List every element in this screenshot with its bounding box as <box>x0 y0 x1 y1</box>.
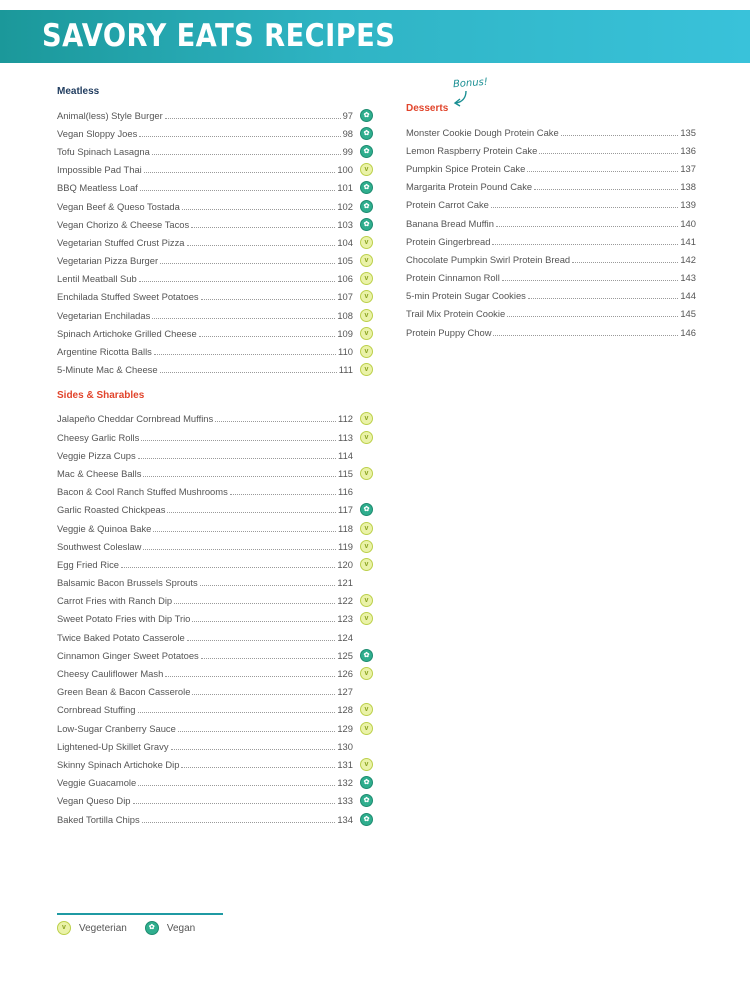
toc-entry[interactable] <box>57 270 373 288</box>
dot-leader <box>143 549 336 550</box>
page-number: 122 <box>337 595 353 607</box>
page-number: 138 <box>680 181 696 193</box>
recipe-name: Protein Cinnamon Roll <box>406 272 500 284</box>
vegetarian-icon: v <box>360 667 373 680</box>
vegan-icon: ✿ <box>360 776 373 789</box>
vegan-icon: ✿ <box>360 145 373 158</box>
page-number: 127 <box>337 686 353 698</box>
page-header <box>0 10 750 63</box>
page-number: 133 <box>337 795 353 807</box>
vegetarian-icon: v <box>360 594 373 607</box>
recipe-name: Vegan Beef & Queso Tostada <box>57 200 180 212</box>
recipe-name: Bacon & Cool Ranch Stuffed Mushrooms <box>57 486 228 498</box>
badge-slot <box>353 703 373 716</box>
toc-entry[interactable] <box>406 159 696 177</box>
toc-entry[interactable] <box>57 179 373 197</box>
toc-entry[interactable] <box>57 197 373 215</box>
dot-leader <box>199 336 336 337</box>
recipe-name: Trail Mix Protein Cookie <box>406 308 506 320</box>
toc-entry[interactable] <box>57 755 373 773</box>
badge-slot <box>353 813 373 826</box>
badge-slot <box>353 127 373 140</box>
vegetarian-icon: v <box>360 612 373 625</box>
page-number: 105 <box>337 255 353 267</box>
toc-entry[interactable] <box>57 683 373 701</box>
dot-leader <box>142 822 336 823</box>
badge-slot <box>353 218 373 231</box>
dot-leader <box>138 712 336 713</box>
dot-leader <box>160 263 335 264</box>
toc-entry[interactable] <box>57 306 373 324</box>
vegetarian-icon: v <box>360 163 373 176</box>
badge-slot <box>353 667 373 680</box>
badge-slot <box>353 254 373 267</box>
recipe-name: Monster Cookie Dough Protein Cake <box>406 126 559 138</box>
badge-slot <box>353 794 373 807</box>
toc-entry[interactable] <box>57 810 373 828</box>
recipe-name: Spinach Artichoke Grilled Cheese <box>57 327 197 339</box>
recipe-name: Baked Tortilla Chips <box>57 813 140 825</box>
left-column <box>57 86 373 828</box>
page-number: 144 <box>680 290 696 302</box>
vegan-icon: ✿ <box>360 200 373 213</box>
page-number: 119 <box>338 540 353 552</box>
toc-entry[interactable] <box>406 178 696 196</box>
page-title: SAVORY EATS RECIPES <box>42 18 396 54</box>
vegetarian-icon: v <box>360 758 373 771</box>
page-number: 145 <box>680 308 696 320</box>
badge-slot <box>353 722 373 735</box>
vegetarian-icon: v <box>360 703 373 716</box>
recipe-name: Veggie & Quinoa Bake <box>57 522 152 534</box>
toc-entry[interactable] <box>57 774 373 792</box>
badge-slot <box>353 431 373 444</box>
dot-leader <box>492 244 678 245</box>
badge-slot <box>353 758 373 771</box>
section-title-meatless: Meatless <box>57 86 100 97</box>
dot-leader <box>141 440 336 441</box>
toc-entry[interactable] <box>57 664 373 682</box>
toc-entry[interactable] <box>57 701 373 719</box>
vegetarian-icon: v <box>360 467 373 480</box>
toc-entry[interactable] <box>57 574 373 592</box>
page-number: 129 <box>337 722 353 734</box>
dot-leader <box>230 494 336 495</box>
recipe-name: Impossible Pad Thai <box>57 164 142 176</box>
page-number: 115 <box>338 467 353 479</box>
recipe-name: Vegan Sloppy Joes <box>57 127 138 139</box>
vegetarian-icon: v <box>360 254 373 267</box>
recipe-name: Cinnamon Ginger Sweet Potatoes <box>57 649 199 661</box>
page-number: 106 <box>337 273 353 285</box>
recipe-name: 5-Minute Mac & Cheese <box>57 364 158 376</box>
page-number: 141 <box>680 235 696 247</box>
toc-entry[interactable] <box>57 342 373 360</box>
toc-entry[interactable] <box>57 519 373 537</box>
recipe-name: Garlic Roasted Chickpeas <box>57 504 166 516</box>
dot-leader <box>138 458 336 459</box>
dot-leader <box>153 531 336 532</box>
dot-leader <box>138 785 335 786</box>
toc-entry[interactable] <box>57 410 373 428</box>
recipe-name: Sweet Potato Fries with Dip Trio <box>57 613 191 625</box>
dot-leader <box>144 172 336 173</box>
vegetarian-icon: v <box>360 558 373 571</box>
recipe-name: Lentil Meatball Sub <box>57 273 137 285</box>
vegetarian-icon: v <box>360 236 373 249</box>
page-number: 116 <box>338 486 353 498</box>
recipe-name: Pumpkin Spice Protein Cake <box>406 162 526 174</box>
page-number: 134 <box>337 813 353 825</box>
toc-entry[interactable] <box>57 215 373 233</box>
badge-slot <box>353 363 373 376</box>
recipe-name: Banana Bread Muffin <box>406 217 494 229</box>
dot-leader <box>572 262 678 263</box>
vegetarian-icon: v <box>360 431 373 444</box>
page-number: 121 <box>337 577 353 589</box>
badge-slot <box>353 412 373 425</box>
recipe-name: Vegan Chorizo & Cheese Tacos <box>57 218 190 230</box>
recipe-name: Vegetarian Enchiladas <box>57 309 151 321</box>
recipe-name: Lemon Raspberry Protein Cake <box>406 144 538 156</box>
recipe-name: Green Bean & Bacon Casserole <box>57 686 191 698</box>
dot-leader <box>165 118 341 119</box>
recipe-name: Margarita Protein Pound Cake <box>406 181 533 193</box>
vegetarian-icon: v <box>360 722 373 735</box>
legend-vegetarian-label: Vegeterian <box>79 922 127 934</box>
vegetarian-icon: v <box>57 921 71 935</box>
toc-entry[interactable] <box>57 124 373 142</box>
page-number: 110 <box>338 346 353 358</box>
badge-slot <box>353 594 373 607</box>
dot-leader <box>192 621 335 622</box>
recipe-name: Enchilada Stuffed Sweet Potatoes <box>57 291 199 303</box>
page-number: 101 <box>337 182 353 194</box>
badge-slot <box>353 649 373 662</box>
page-number: 128 <box>337 704 353 716</box>
badge-slot <box>353 558 373 571</box>
page-number: 123 <box>337 613 353 625</box>
vegan-icon: ✿ <box>360 218 373 231</box>
page-number: 120 <box>337 558 353 570</box>
vegetarian-icon: v <box>360 272 373 285</box>
page-number: 100 <box>337 164 353 176</box>
recipe-name: Veggie Guacamole <box>57 777 137 789</box>
badge-slot <box>353 467 373 480</box>
dot-leader <box>181 767 335 768</box>
badge-slot <box>353 776 373 789</box>
section-title-sides: Sides & Sharables <box>57 389 145 401</box>
dot-leader <box>154 354 336 355</box>
dot-leader <box>528 298 678 299</box>
recipe-name: Protein Gingerbread <box>406 235 491 247</box>
recipe-name: Low-Sugar Cranberry Sauce <box>57 722 176 734</box>
toc-entry[interactable] <box>406 196 696 214</box>
recipe-name: 5-min Protein Sugar Cookies <box>406 290 526 302</box>
badge-slot <box>353 181 373 194</box>
sides-list <box>57 410 373 828</box>
vegetarian-icon: v <box>360 540 373 553</box>
badge-slot <box>353 200 373 213</box>
page-number: 98 <box>342 127 353 139</box>
vegetarian-icon: v <box>360 345 373 358</box>
recipe-name: Tofu Spinach Lasagna <box>57 145 150 157</box>
page-number: 104 <box>337 236 353 248</box>
dot-leader <box>174 603 335 604</box>
page-number: 113 <box>338 431 353 443</box>
dot-leader <box>187 640 336 641</box>
dot-leader <box>140 190 336 191</box>
badge-slot <box>353 540 373 553</box>
vegan-icon: ✿ <box>360 794 373 807</box>
dot-leader <box>139 281 336 282</box>
page-number: 135 <box>680 126 696 138</box>
dot-leader <box>507 316 678 317</box>
meatless-list <box>57 106 373 379</box>
toc-entry[interactable] <box>406 323 696 341</box>
recipe-name: Egg Fried Rice <box>57 558 120 570</box>
page-number: 124 <box>337 631 353 643</box>
page-number: 109 <box>337 327 353 339</box>
legend <box>57 921 213 935</box>
recipe-name: Twice Baked Potato Casserole <box>57 631 185 643</box>
badge-slot <box>353 109 373 122</box>
page-number: 146 <box>680 326 696 338</box>
badge-slot <box>353 272 373 285</box>
recipe-name: Vegan Queso Dip <box>57 795 131 807</box>
page-number: 117 <box>338 504 353 516</box>
badge-slot <box>353 309 373 322</box>
section-title-desserts: Desserts <box>406 103 449 114</box>
recipe-name: Southwest Coleslaw <box>57 540 142 552</box>
page-number: 126 <box>337 668 353 680</box>
toc-entry[interactable] <box>57 646 373 664</box>
toc-entry[interactable] <box>57 555 373 573</box>
toc-entry[interactable] <box>57 446 373 464</box>
toc-entry[interactable] <box>57 537 373 555</box>
dot-leader <box>527 171 678 172</box>
vegetarian-icon: v <box>360 309 373 322</box>
page-number: 102 <box>337 200 353 212</box>
dot-leader <box>152 318 335 319</box>
page-number: 139 <box>680 199 696 211</box>
page-number: 99 <box>342 145 353 157</box>
recipe-name: BBQ Meatless Loaf <box>57 182 138 194</box>
dot-leader <box>493 335 678 336</box>
page-number: 112 <box>338 413 353 425</box>
vegan-icon: ✿ <box>360 109 373 122</box>
page-number: 118 <box>338 522 353 534</box>
vegan-icon: ✿ <box>360 503 373 516</box>
dot-leader <box>192 694 335 695</box>
vegetarian-icon: v <box>360 522 373 535</box>
vegetarian-icon: v <box>360 363 373 376</box>
toc-entry[interactable] <box>57 483 373 501</box>
page-number: 125 <box>337 649 353 661</box>
page-number: 140 <box>680 217 696 229</box>
recipe-name: Protein Carrot Cake <box>406 199 489 211</box>
dot-leader <box>121 567 335 568</box>
toc-entry[interactable] <box>57 501 373 519</box>
badge-slot <box>353 145 373 158</box>
dot-leader <box>178 731 336 732</box>
page-number: 132 <box>337 777 353 789</box>
page-number: 130 <box>337 740 353 752</box>
bonus-label: Bonus! <box>452 76 489 91</box>
toc-entry[interactable] <box>57 142 373 160</box>
page-number: 131 <box>337 758 353 770</box>
toc-entry[interactable] <box>57 324 373 342</box>
toc-entry[interactable] <box>406 287 696 305</box>
dot-leader <box>539 153 678 154</box>
badge-slot <box>353 163 373 176</box>
dot-leader <box>191 227 335 228</box>
vegan-icon: ✿ <box>145 921 159 935</box>
recipe-name: Cheesy Cauliflower Mash <box>57 668 164 680</box>
badge-slot <box>353 236 373 249</box>
dot-leader <box>201 658 336 659</box>
page-number: 136 <box>680 144 696 156</box>
legend-divider <box>57 913 223 915</box>
vegan-icon: ✿ <box>360 649 373 662</box>
recipe-name: Carrot Fries with Ranch Dip <box>57 595 173 607</box>
toc-entry[interactable] <box>57 610 373 628</box>
toc-entry[interactable] <box>406 250 696 268</box>
dot-leader <box>171 749 336 750</box>
recipe-name: Vegetarian Stuffed Crust Pizza <box>57 236 185 248</box>
vegetarian-icon: v <box>360 290 373 303</box>
desserts-list <box>406 123 696 341</box>
dot-leader <box>187 245 336 246</box>
toc-entry[interactable] <box>57 233 373 251</box>
toc-entry[interactable] <box>57 737 373 755</box>
toc-entry[interactable] <box>57 361 373 379</box>
recipe-name: Argentine Ricotta Balls <box>57 346 152 358</box>
dot-leader <box>215 421 336 422</box>
badge-slot <box>353 612 373 625</box>
page-number: 111 <box>338 364 353 376</box>
toc-entry[interactable] <box>57 792 373 810</box>
dot-leader <box>534 189 678 190</box>
dot-leader <box>200 585 336 586</box>
toc-entry[interactable] <box>57 464 373 482</box>
vegan-icon: ✿ <box>360 813 373 826</box>
dot-leader <box>496 226 678 227</box>
recipe-name: Skinny Spinach Artichoke Dip <box>57 758 180 770</box>
vegetarian-icon: v <box>360 412 373 425</box>
recipe-name: Lightened-Up Skillet Gravy <box>57 740 169 752</box>
right-column <box>406 103 696 341</box>
recipe-name: Animal(less) Style Burger <box>57 109 163 121</box>
toc-entry[interactable] <box>57 719 373 737</box>
badge-slot <box>353 503 373 516</box>
recipe-name: Veggie Pizza Cups <box>57 449 136 461</box>
toc-entry[interactable] <box>406 141 696 159</box>
vegetarian-icon: v <box>360 327 373 340</box>
toc-entry[interactable] <box>406 232 696 250</box>
page-number: 108 <box>337 309 353 321</box>
page-number: 142 <box>680 253 696 265</box>
dot-leader <box>160 372 337 373</box>
recipe-name: Chocolate Pumpkin Swirl Protein Bread <box>406 253 571 265</box>
dot-leader <box>133 803 336 804</box>
recipe-name: Cornbread Stuffing <box>57 704 136 716</box>
page-number: 114 <box>338 449 353 461</box>
toc-entry[interactable] <box>57 288 373 306</box>
toc-entry[interactable] <box>57 628 373 646</box>
dot-leader <box>491 207 678 208</box>
toc-entry[interactable] <box>57 161 373 179</box>
toc-entry[interactable] <box>406 269 696 287</box>
page-number: 103 <box>337 218 353 230</box>
recipe-name: Balsamic Bacon Brussels Sprouts <box>57 577 198 589</box>
vegan-icon: ✿ <box>360 181 373 194</box>
vegan-icon: ✿ <box>360 127 373 140</box>
page-number: 97 <box>342 109 353 121</box>
recipe-name: Vegetarian Pizza Burger <box>57 255 159 267</box>
dot-leader <box>143 476 336 477</box>
toc-entry[interactable] <box>57 428 373 446</box>
badge-slot <box>353 327 373 340</box>
toc-entry[interactable] <box>57 252 373 270</box>
badge-slot <box>353 522 373 535</box>
recipe-name: Jalapeño Cheddar Cornbread Muffins <box>57 413 214 425</box>
recipe-name: Protein Puppy Chow <box>406 326 492 338</box>
toc-entry[interactable] <box>406 305 696 323</box>
recipe-name: Cheesy Garlic Rolls <box>57 431 140 443</box>
toc-entry[interactable] <box>57 106 373 124</box>
dot-leader <box>201 299 336 300</box>
page-number: 137 <box>680 162 696 174</box>
badge-slot <box>353 345 373 358</box>
toc-entry[interactable] <box>406 214 696 232</box>
toc-entry[interactable] <box>406 123 696 141</box>
page-number: 143 <box>680 272 696 284</box>
dot-leader <box>561 135 679 136</box>
dot-leader <box>182 209 336 210</box>
recipe-name: Mac & Cheese Balls <box>57 467 142 479</box>
legend-vegan-label: Vegan <box>166 922 196 934</box>
dot-leader <box>152 154 341 155</box>
page-number: 107 <box>337 291 353 303</box>
dot-leader <box>167 512 336 513</box>
dot-leader <box>502 280 679 281</box>
dot-leader <box>139 136 340 137</box>
badge-slot <box>353 290 373 303</box>
toc-entry[interactable] <box>57 592 373 610</box>
dot-leader <box>165 676 335 677</box>
